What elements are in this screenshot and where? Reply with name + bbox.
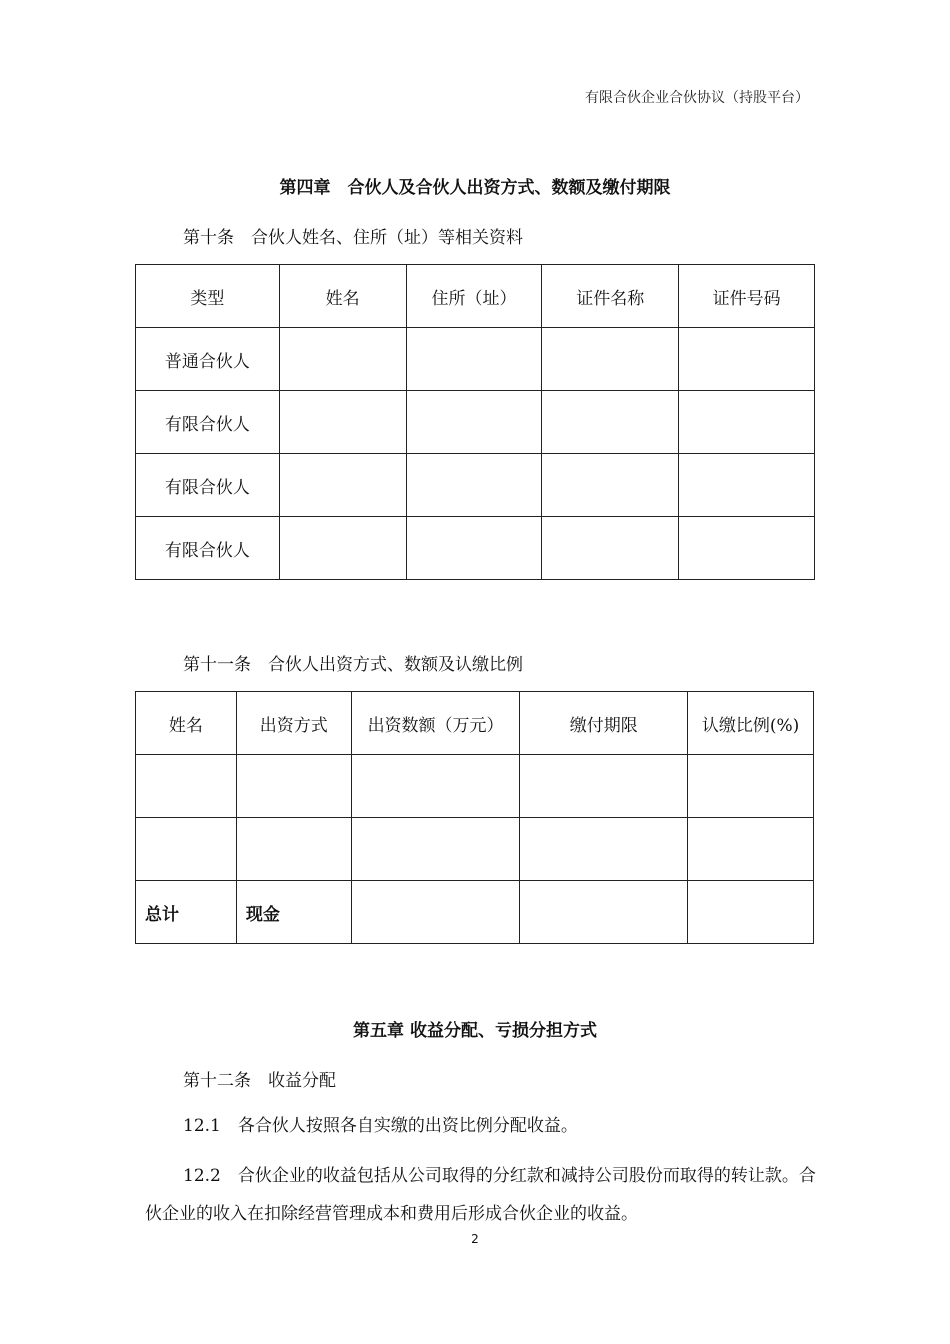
empty-cell	[406, 454, 542, 517]
header-cell: 姓名	[279, 265, 406, 328]
empty-cell	[279, 454, 406, 517]
empty-cell	[679, 328, 815, 391]
empty-cell	[351, 755, 520, 818]
table-row	[136, 517, 815, 580]
header-cell: 缴付期限	[520, 692, 688, 755]
chapter-5-title: 第五章 收益分配、亏损分担方式	[353, 1021, 597, 1041]
empty-cell	[351, 818, 520, 881]
paragraph-12-1: 12.1 各合伙人按照各自实缴的出资比例分配收益。	[183, 1116, 578, 1136]
empty-cell	[542, 517, 679, 580]
empty-cell	[520, 881, 688, 944]
header-cell: 证件号码	[679, 265, 815, 328]
empty-cell	[351, 881, 520, 944]
header-cell: 姓名	[136, 692, 237, 755]
paragraph-12-2: 12.2 合伙企业的收益包括从公司取得的分红款和减持公司股份而取得的转让款。合伙企业的收入在扣除经营管理成本和费用后形成合伙企业的收益。	[145, 1166, 816, 1224]
partner-type-cell: 有限合伙人	[136, 517, 280, 580]
empty-cell	[679, 391, 815, 454]
empty-cell	[406, 517, 542, 580]
chapter-4-title: 第四章 合伙人及合伙人出资方式、数额及缴付期限	[279, 178, 671, 198]
header-cell: 类型	[136, 265, 280, 328]
empty-cell	[236, 818, 351, 881]
total-label: 总计	[136, 881, 237, 944]
empty-cell	[688, 818, 814, 881]
partner-info-table	[135, 264, 815, 580]
table-row	[136, 755, 814, 818]
empty-cell	[542, 328, 679, 391]
empty-cell	[542, 391, 679, 454]
empty-cell	[679, 517, 815, 580]
empty-cell	[279, 391, 406, 454]
header-cell: 证件名称	[542, 265, 679, 328]
total-row	[136, 881, 814, 944]
partner-type-cell: 有限合伙人	[136, 454, 280, 517]
total-method: 现金	[236, 881, 351, 944]
empty-cell	[688, 881, 814, 944]
header-cell: 住所（址）	[406, 265, 542, 328]
table-row	[136, 328, 815, 391]
header-cell: 出资数额（万元）	[351, 692, 520, 755]
empty-cell	[520, 755, 688, 818]
empty-cell	[542, 454, 679, 517]
running-header: 有限合伙企业合伙协议（持股平台）	[585, 90, 809, 106]
table-row	[136, 391, 815, 454]
page-number: 2	[471, 1232, 479, 1246]
table-header-row	[136, 265, 815, 328]
empty-cell	[406, 328, 542, 391]
table-row	[136, 454, 815, 517]
article-12-title: 第十二条 收益分配	[183, 1071, 336, 1091]
empty-cell	[236, 755, 351, 818]
empty-cell	[136, 818, 237, 881]
table-row	[136, 818, 814, 881]
table-header-row	[136, 692, 814, 755]
header-cell: 认缴比例(%)	[688, 692, 814, 755]
article-10-title: 第十条 合伙人姓名、住所（址）等相关资料	[183, 228, 523, 248]
empty-cell	[406, 391, 542, 454]
article-11-title: 第十一条 合伙人出资方式、数额及认缴比例	[183, 655, 523, 675]
contribution-table	[135, 691, 814, 944]
empty-cell	[279, 328, 406, 391]
empty-cell	[136, 755, 237, 818]
empty-cell	[520, 818, 688, 881]
partner-type-cell: 有限合伙人	[136, 391, 280, 454]
empty-cell	[688, 755, 814, 818]
empty-cell	[679, 454, 815, 517]
empty-cell	[279, 517, 406, 580]
header-cell: 出资方式	[236, 692, 351, 755]
partner-type-cell: 普通合伙人	[136, 328, 280, 391]
